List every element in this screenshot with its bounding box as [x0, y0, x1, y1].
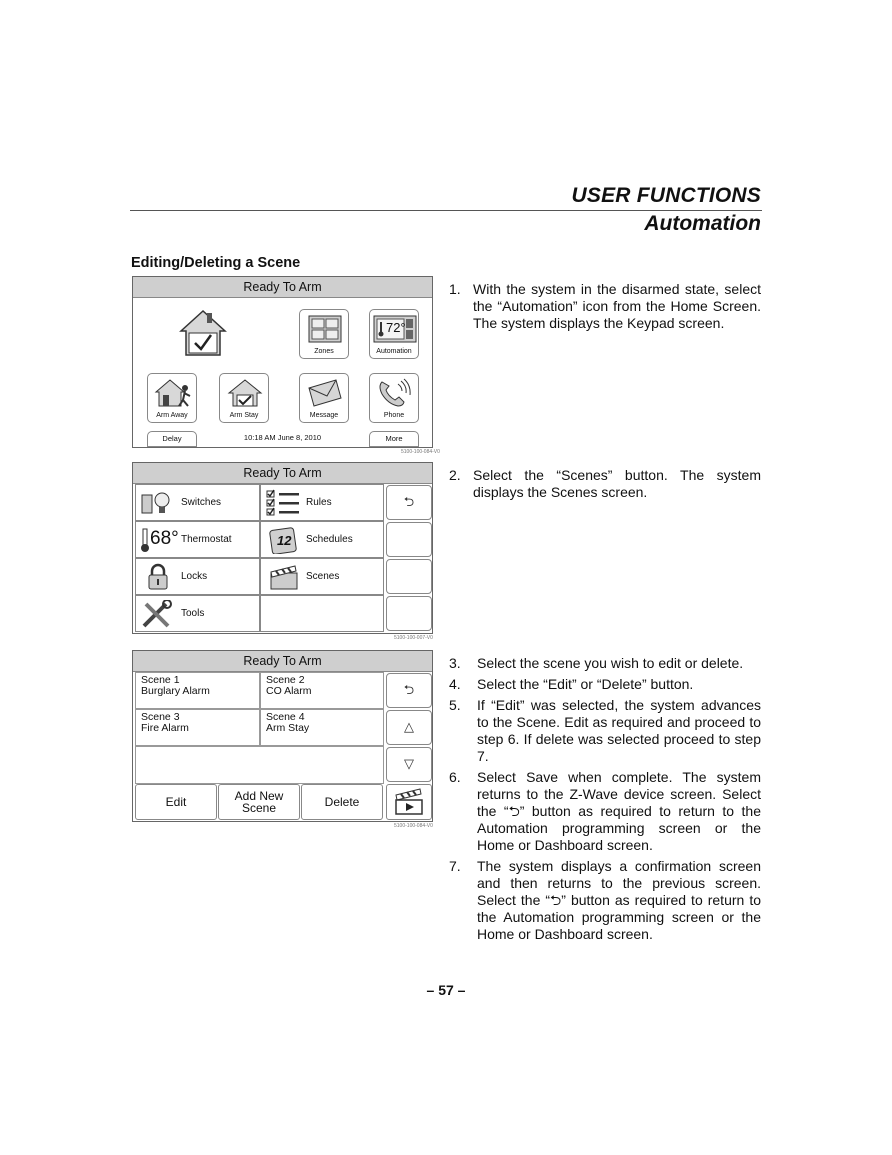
scene-3-desc: Fire Alarm	[141, 722, 189, 734]
scene-4-desc: Arm Stay	[266, 722, 310, 734]
padlock-icon	[140, 563, 176, 591]
down-arrow-icon: ▽	[404, 756, 414, 771]
scenes-screen-title: Ready To Arm	[133, 651, 432, 672]
page-header-subtitle: Automation	[644, 212, 761, 235]
step-5	[449, 697, 761, 765]
steps-group-3	[449, 655, 761, 947]
scene-2-name: Scene 2	[266, 674, 305, 686]
scene-2-desc: CO Alarm	[266, 685, 312, 697]
home-screen	[132, 276, 433, 448]
header-rule	[130, 210, 762, 211]
home-screen-title: Ready To Arm	[133, 277, 432, 298]
zones-tile[interactable]	[299, 309, 349, 359]
thermometer-icon	[140, 526, 179, 554]
add-new-scene-button[interactable]	[218, 784, 300, 820]
lightbulb-icon	[140, 489, 176, 517]
automation-tile[interactable]	[369, 309, 419, 359]
figure-code-1: 5100-100-084-V0	[401, 449, 440, 455]
scene-1-item[interactable]	[135, 672, 260, 709]
scene-3-name: Scene 3	[141, 711, 180, 723]
blank-side-button-2[interactable]	[386, 559, 432, 594]
arm-stay-icon	[226, 378, 262, 408]
scenes-screen	[132, 650, 433, 822]
envelope-icon	[306, 378, 342, 408]
section-title: Editing/Deleting a Scene	[131, 255, 301, 271]
step-5-text: If “Edit” was selected, the system advances to the Scene. Edit as required and proceed to step 6. If delete was selected proceed to step 7.	[477, 697, 761, 764]
step-6	[449, 769, 761, 854]
step-7-text: The system displays a confirmation screen and then returns to the previous screen. Select the “⮌” button as required to return to the Automation programming screen or the Home or Dashboard screen.	[477, 858, 761, 942]
thermostat-icon	[373, 314, 415, 344]
phone-label: Phone	[383, 412, 405, 419]
step-4-number: 4.	[449, 676, 461, 692]
thermostat-value: 68°	[150, 528, 179, 549]
empty-scene-row	[135, 746, 384, 784]
step-7	[449, 858, 761, 943]
edit-button[interactable]: Edit	[135, 784, 217, 820]
rules-label: Rules	[306, 497, 332, 508]
checklist-icon	[265, 489, 301, 517]
arm-stay-label: Arm Stay	[229, 412, 259, 419]
step-3-number: 3.	[449, 655, 461, 671]
date-time-display: 10:18 AM June 8, 2010	[243, 433, 322, 442]
automation-label: Automation	[376, 348, 412, 355]
tools-icon	[140, 600, 176, 628]
step-2-number: 2.	[449, 467, 461, 483]
message-tile[interactable]	[299, 373, 349, 423]
add-new-label-line1: Add New	[234, 789, 284, 803]
back-arrow-icon: ⮌	[403, 682, 415, 697]
clapperboard-icon	[265, 563, 301, 591]
step-1-number: 1.	[449, 281, 461, 297]
automation-screen	[132, 462, 433, 634]
automation-screen-title: Ready To Arm	[133, 463, 432, 484]
house-check-icon[interactable]	[177, 307, 229, 359]
scene-4-name: Scene 4	[266, 711, 305, 723]
back-arrow-icon: ⮌	[403, 494, 415, 509]
clapperboard-play-icon	[393, 786, 425, 818]
delay-tab[interactable]: Delay	[147, 431, 197, 447]
arm-away-icon	[154, 378, 190, 408]
locks-button[interactable]	[135, 558, 260, 595]
arm-stay-tile[interactable]	[219, 373, 269, 423]
figure-code-2: 5100-100-007-V0	[394, 635, 433, 641]
switches-label: Switches	[181, 497, 222, 508]
message-label: Message	[309, 412, 339, 419]
back-button[interactable]	[386, 673, 432, 708]
step-3-text: Select the scene you wish to edit or delete.	[477, 655, 744, 671]
zones-label: Zones	[314, 348, 334, 355]
calendar-icon	[265, 526, 301, 554]
step-3	[449, 655, 761, 672]
add-new-label-line2: Scene	[241, 801, 277, 815]
page-header-title: USER FUNCTIONS	[571, 184, 761, 207]
step-6-number: 6.	[449, 769, 461, 785]
step-2-text: Select the “Scenes” button. The system displays the Scenes screen.	[473, 467, 761, 500]
scene-3-item[interactable]	[135, 709, 260, 746]
step-1	[449, 281, 761, 332]
scroll-down-button[interactable]	[386, 747, 432, 782]
thermostat-button[interactable]	[135, 521, 260, 558]
step-5-number: 5.	[449, 697, 461, 713]
back-button[interactable]	[386, 485, 432, 520]
rules-button[interactable]	[260, 484, 384, 521]
steps-group-2	[449, 467, 761, 505]
arm-away-label: Arm Away	[156, 412, 188, 419]
blank-side-button-3[interactable]	[386, 596, 432, 631]
scenes-button[interactable]	[260, 558, 384, 595]
locks-label: Locks	[181, 571, 208, 582]
schedules-label: Schedules	[306, 534, 353, 545]
step-7-number: 7.	[449, 858, 461, 874]
automation-temp: 72°	[386, 320, 406, 335]
switches-button[interactable]	[135, 484, 260, 521]
scene-1-desc: Burglary Alarm	[141, 685, 210, 697]
figure-code-3: 5100-100-084-V0	[394, 823, 433, 829]
steps-group-1	[449, 281, 761, 336]
thermostat-label: Thermostat	[181, 534, 232, 545]
step-2	[449, 467, 761, 501]
schedules-button[interactable]	[260, 521, 384, 558]
blank-side-button-1[interactable]	[386, 522, 432, 557]
scene-2-item[interactable]	[260, 672, 384, 709]
play-scene-button[interactable]	[386, 784, 432, 820]
arm-away-tile[interactable]	[147, 373, 197, 423]
scroll-up-button[interactable]	[386, 710, 432, 745]
scene-1-name: Scene 1	[141, 674, 180, 686]
zones-grid-icon	[306, 314, 342, 344]
step-6-text: Select Save when complete. The system returns to the Z-Wave device screen. Select the “⮌” button as required to return to the Automation programming screen or the Home or Dashboard screen.	[477, 769, 761, 853]
scene-4-item[interactable]	[260, 709, 384, 746]
scenes-label: Scenes	[306, 571, 340, 582]
phone-icon	[376, 378, 412, 408]
more-tab[interactable]: More	[369, 431, 419, 447]
step-4-text: Select the “Edit” or “Delete” button.	[477, 676, 694, 692]
step-1-text: With the system in the disarmed state, select the “Automation” icon from the Home Screen. The system displays the Keypad screen.	[473, 281, 761, 331]
phone-tile[interactable]	[369, 373, 419, 423]
up-arrow-icon: △	[404, 719, 414, 734]
delete-button[interactable]: Delete	[301, 784, 383, 820]
tools-button[interactable]	[135, 595, 260, 632]
empty-cell	[260, 595, 384, 632]
calendar-number: 12	[277, 533, 292, 548]
page-number: – 57 –	[426, 982, 466, 998]
tools-label: Tools	[181, 608, 205, 619]
step-4	[449, 676, 761, 693]
